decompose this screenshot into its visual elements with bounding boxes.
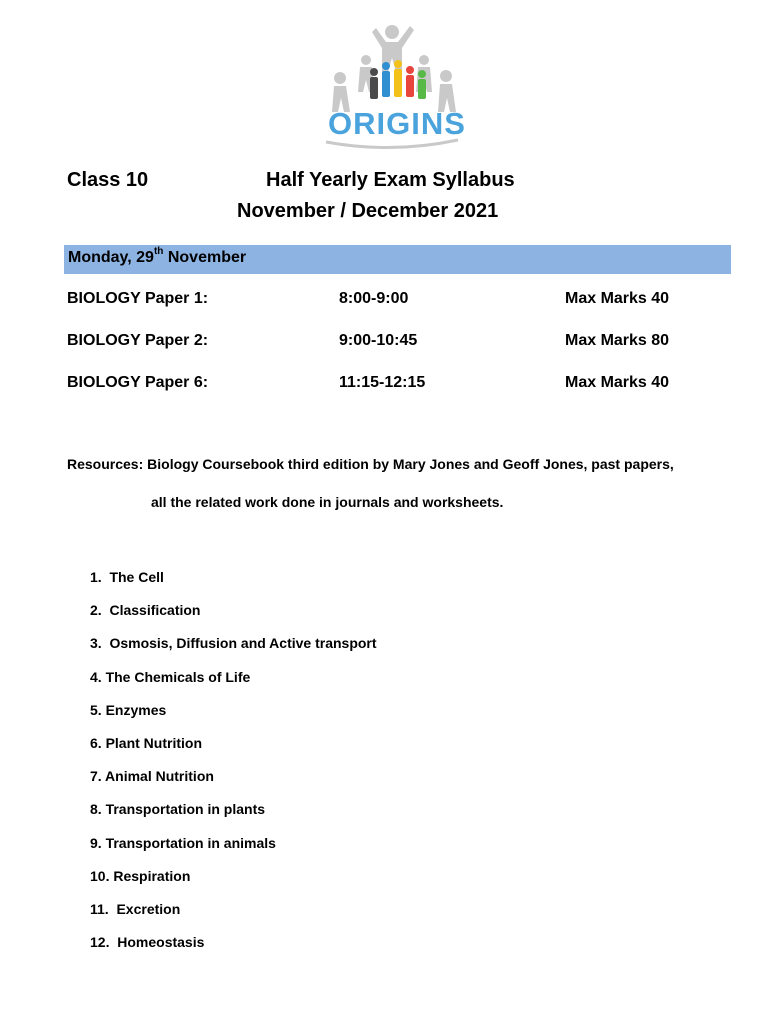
page-title: Half Yearly Exam Syllabus xyxy=(266,169,515,191)
paper-marks: Max Marks 80 xyxy=(565,332,670,349)
origins-logo xyxy=(306,20,478,152)
paper-marks: Max Marks 40 xyxy=(565,290,670,307)
exam-date-suffix: November xyxy=(163,249,247,266)
list-item: 2. Classification xyxy=(90,602,201,619)
list-item: 5. Enzymes xyxy=(90,701,167,718)
exam-date-prefix: Monday, 29 xyxy=(68,249,154,266)
paper-time: 9:00-10:45 xyxy=(339,332,418,349)
list-item: 11. Excretion xyxy=(90,900,181,917)
schedule-row xyxy=(0,290,768,314)
paper-name: BIOLOGY Paper 6: xyxy=(67,374,209,391)
schedule-row xyxy=(0,374,768,398)
list-item: 7. Animal Nutrition xyxy=(90,768,214,785)
list-item: 9. Transportation in animals xyxy=(90,834,276,851)
page-subtitle: November / December 2021 xyxy=(237,200,499,222)
paper-time: 8:00-9:00 xyxy=(339,290,409,307)
list-item: 3. Osmosis, Diffusion and Active transport xyxy=(90,635,377,652)
exam-date xyxy=(68,246,247,267)
list-item: 1. The Cell xyxy=(90,569,164,585)
topics-list xyxy=(90,569,377,967)
resources-line-2: all the related work done in journals and worksheets. xyxy=(151,494,504,510)
list-item: 4. The Chemicals of Life xyxy=(90,668,251,685)
schedule-row xyxy=(0,332,768,356)
exam-date-superscript: th xyxy=(153,246,164,257)
paper-marks: Max Marks 40 xyxy=(565,374,670,391)
list-item: 10. Respiration xyxy=(90,867,191,884)
exam-date-bar xyxy=(64,245,731,274)
list-item: 6. Plant Nutrition xyxy=(90,734,202,751)
list-item: 8. Transportation in plants xyxy=(90,801,266,818)
class-label: Class 10 xyxy=(67,169,149,191)
logo-wordmark: ORIGINS xyxy=(328,106,466,141)
paper-name: BIOLOGY Paper 1: xyxy=(67,290,209,307)
paper-time: 11:15-12:15 xyxy=(339,374,426,391)
resources-line-1: Resources: Biology Coursebook third edition by Mary Jones and Geoff Jones, past papers, xyxy=(67,456,674,472)
paper-name: BIOLOGY Paper 2: xyxy=(67,332,209,349)
list-item: 12. Homeostasis xyxy=(90,934,205,951)
